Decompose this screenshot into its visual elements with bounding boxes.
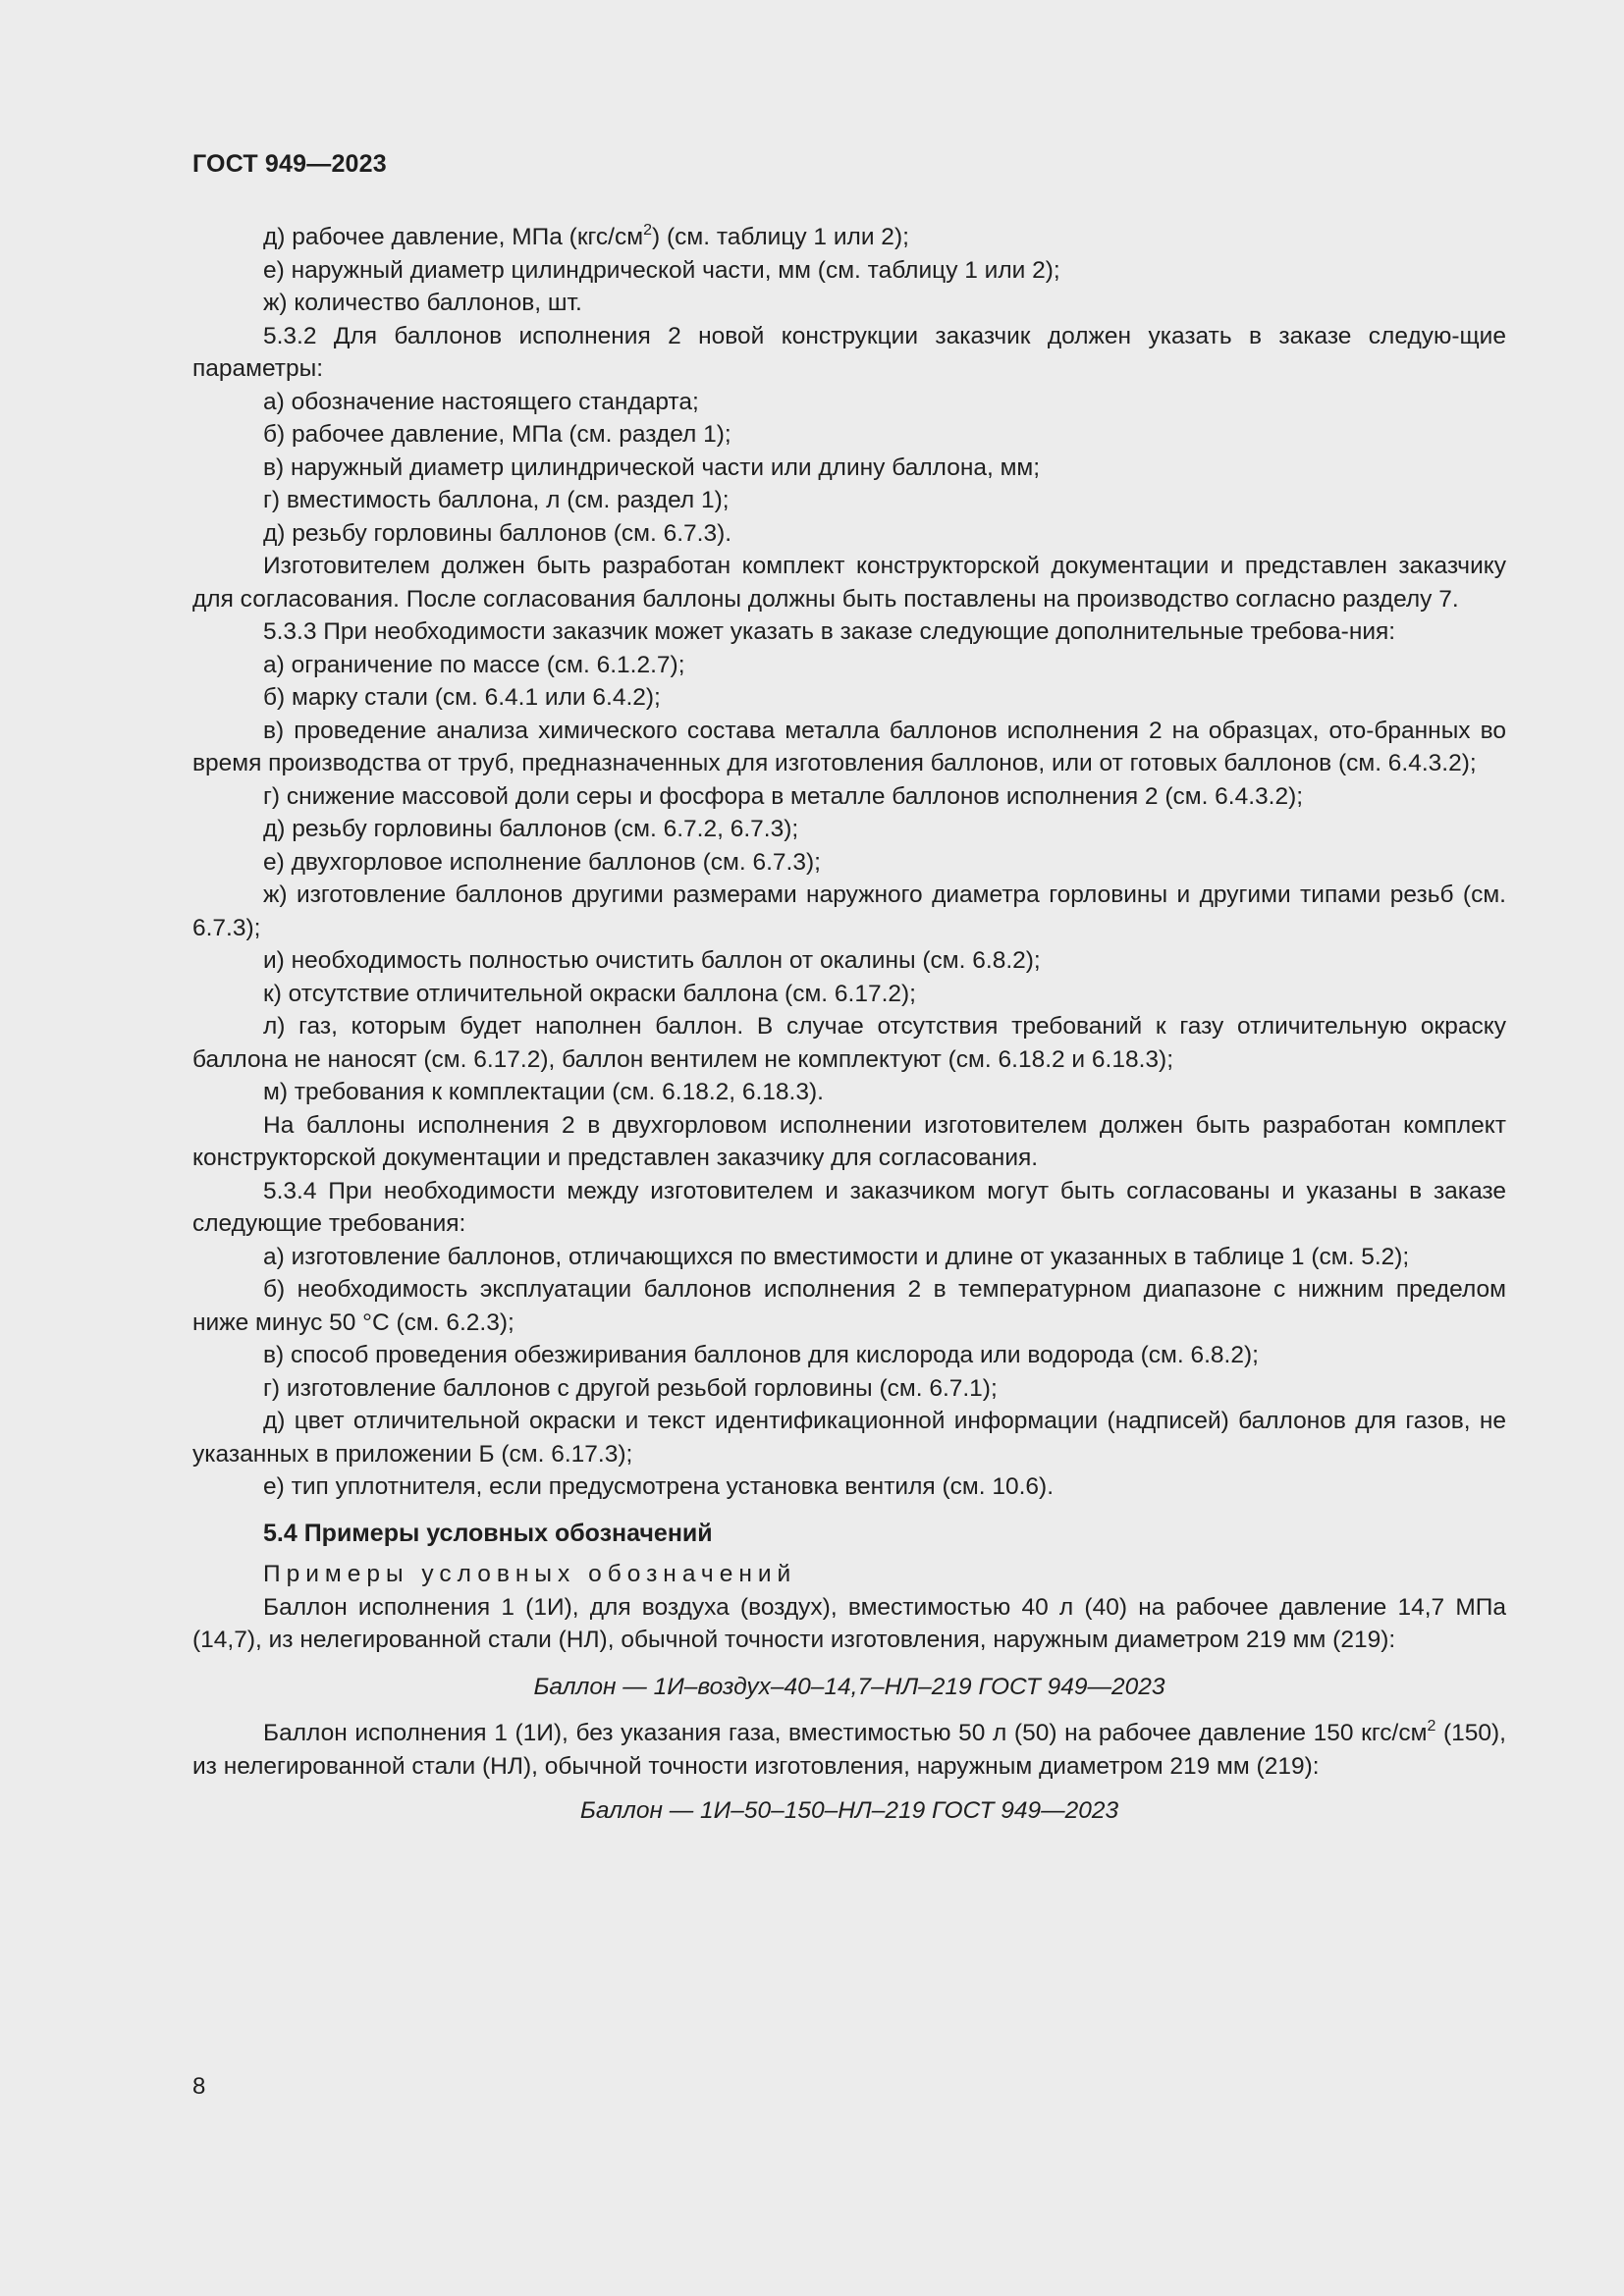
list-item: б) марку стали (см. 6.4.1 или 6.4.2);	[263, 684, 661, 711]
superscript: 2	[1427, 1718, 1436, 1735]
list-item: к) отсутствие отличительной окраски баллона (см. 6.17.2);	[263, 980, 916, 1007]
paragraph: Изготовителем должен быть разработан комплект конструкторской документации и представлен заказчику для согласования. После согласования баллоны должны быть поставлены на производство согласно разделу 7.	[192, 553, 1506, 613]
list-item: м) требования к комплектации (см. 6.18.2, 6.18.3).	[263, 1079, 824, 1105]
page-body	[192, 221, 1506, 1842]
paragraph: На баллоны исполнения 2 в двухгорловом исполнении изготовителем должен быть разработан комплект конструкторской документации и представлен заказчику для согласования.	[192, 1111, 1506, 1171]
list-item: е) тип уплотнителя, если предусмотрена установка вентиля (см. 10.6).	[263, 1473, 1054, 1500]
list-item-e-diameter: е) наружный диаметр цилиндрической части, мм (см. таблицу 1 или 2);	[263, 256, 1060, 284]
examples-subtitle: Примеры условных обозначений	[263, 1561, 797, 1587]
list-item: г) снижение массовой доли серы и фосфора в металле баллонов исполнения 2 (см. 6.4.3.2);	[263, 782, 1304, 810]
list-item: г) изготовление баллонов с другой резьбой горловины (см. 6.7.1);	[263, 1374, 998, 1402]
page-number: 8	[192, 2073, 206, 2100]
list-item: б) рабочее давление, МПа (см. раздел 1);	[263, 421, 731, 448]
list-item: в) проведение анализа химического состава металла баллонов исполнения 2 на образцах, ото-бранных во время производства от труб, предназначенных для изготовления баллонов, или от готовых баллонов (см. 6.4.3.2);	[192, 717, 1506, 776]
example-2-designation: Баллон — 1И–50–150–НЛ–219 ГОСТ 949—2023	[579, 1797, 1119, 1824]
line-text: д) рабочее давление, МПа (кгс/см	[263, 224, 644, 250]
clause-5-3-3: 5.3.3 При необходимости заказчик может указать в заказе следующие дополнительные требова-ния:	[263, 618, 1396, 645]
clause-5-3-4: 5.3.4 При необходимости между изготовителем и заказчиком могут быть согласованы и указаны в заказе следующие требования:	[192, 1177, 1506, 1237]
list-item: а) изготовление баллонов, отличающихся по вместимости и длине от указанных в таблице 1 (см. 5.2);	[263, 1243, 1410, 1270]
example-2-description	[192, 1717, 1506, 1783]
list-item-zh-quantity: ж) количество баллонов, шт.	[263, 290, 582, 316]
section-heading-5-4: 5.4 Примеры условных обозначений	[263, 1519, 713, 1547]
superscript: 2	[643, 222, 652, 239]
list-item: е) двухгорловое исполнение баллонов (см. 6.7.3);	[263, 848, 821, 876]
list-item: д) резьбу горловины баллонов (см. 6.7.3).	[263, 519, 732, 547]
list-item: а) ограничение по массе (см. 6.1.2.7);	[263, 651, 685, 678]
list-item: в) наружный диаметр цилиндрической части или длину баллона, мм;	[263, 454, 1041, 481]
list-item: л) газ, которым будет наполнен баллон. В случае отсутствия требований к газу отличительную окраску баллона не наносят (см. 6.17.2), баллон вентилем не комплектуют (см. 6.18.2 и 6.18.3);	[192, 1013, 1506, 1073]
list-item: ж) изготовление баллонов другими размерами наружного диаметра горловины и другими типами резьб (см. 6.7.3);	[192, 881, 1506, 941]
list-item-d-pressure	[192, 221, 1506, 254]
list-item: д) цвет отличительной окраски и текст идентификационной информации (надписей) баллонов для газов, не указанных в приложении Б (см. 6.17.3);	[192, 1408, 1506, 1468]
list-item: б) необходимость эксплуатации баллонов исполнения 2 в температурном диапазоне с нижним пределом ниже минус 50 °С (см. 6.2.3);	[192, 1276, 1506, 1336]
list-item: д) резьбу горловины баллонов (см. 6.7.2, 6.7.3);	[263, 816, 799, 842]
line-text: (150), из нелегированной стали (НЛ), обычной точности изготовления, наружным диаметром 219 мм (219):	[192, 1720, 1506, 1780]
list-item: в) способ проведения обезжиривания баллонов для кислорода или водорода (см. 6.8.2);	[263, 1342, 1259, 1368]
line-text: Баллон исполнения 1 (1И), без указания газа, вместимостью 50 л (50) на рабочее давление 150 кгс/см	[263, 1720, 1428, 1746]
list-item: и) необходимость полностью очистить баллон от окалины (см. 6.8.2);	[263, 947, 1041, 974]
list-item: а) обозначение настоящего стандарта;	[263, 388, 699, 415]
line-text: ) (см. таблицу 1 или 2);	[652, 224, 909, 250]
example-1-description: Баллон исполнения 1 (1И), для воздуха (воздух), вместимостью 40 л (40) на рабочее давление 14,7 МПа (14,7), из нелегированной стали (НЛ), обычной точности изготовления, наружным диаметром 219 мм (219):	[192, 1593, 1506, 1653]
clause-5-3-2: 5.3.2 Для баллонов исполнения 2 новой конструкции заказчик должен указать в заказе следую-щие параметры:	[192, 322, 1506, 382]
list-item: г) вместимость баллона, л (см. раздел 1);	[263, 487, 730, 513]
example-1-designation: Баллон — 1И–воздух–40–14,7–НЛ–219 ГОСТ 949—2023	[533, 1673, 1165, 1700]
document-code-header: ГОСТ 949—2023	[192, 150, 387, 178]
